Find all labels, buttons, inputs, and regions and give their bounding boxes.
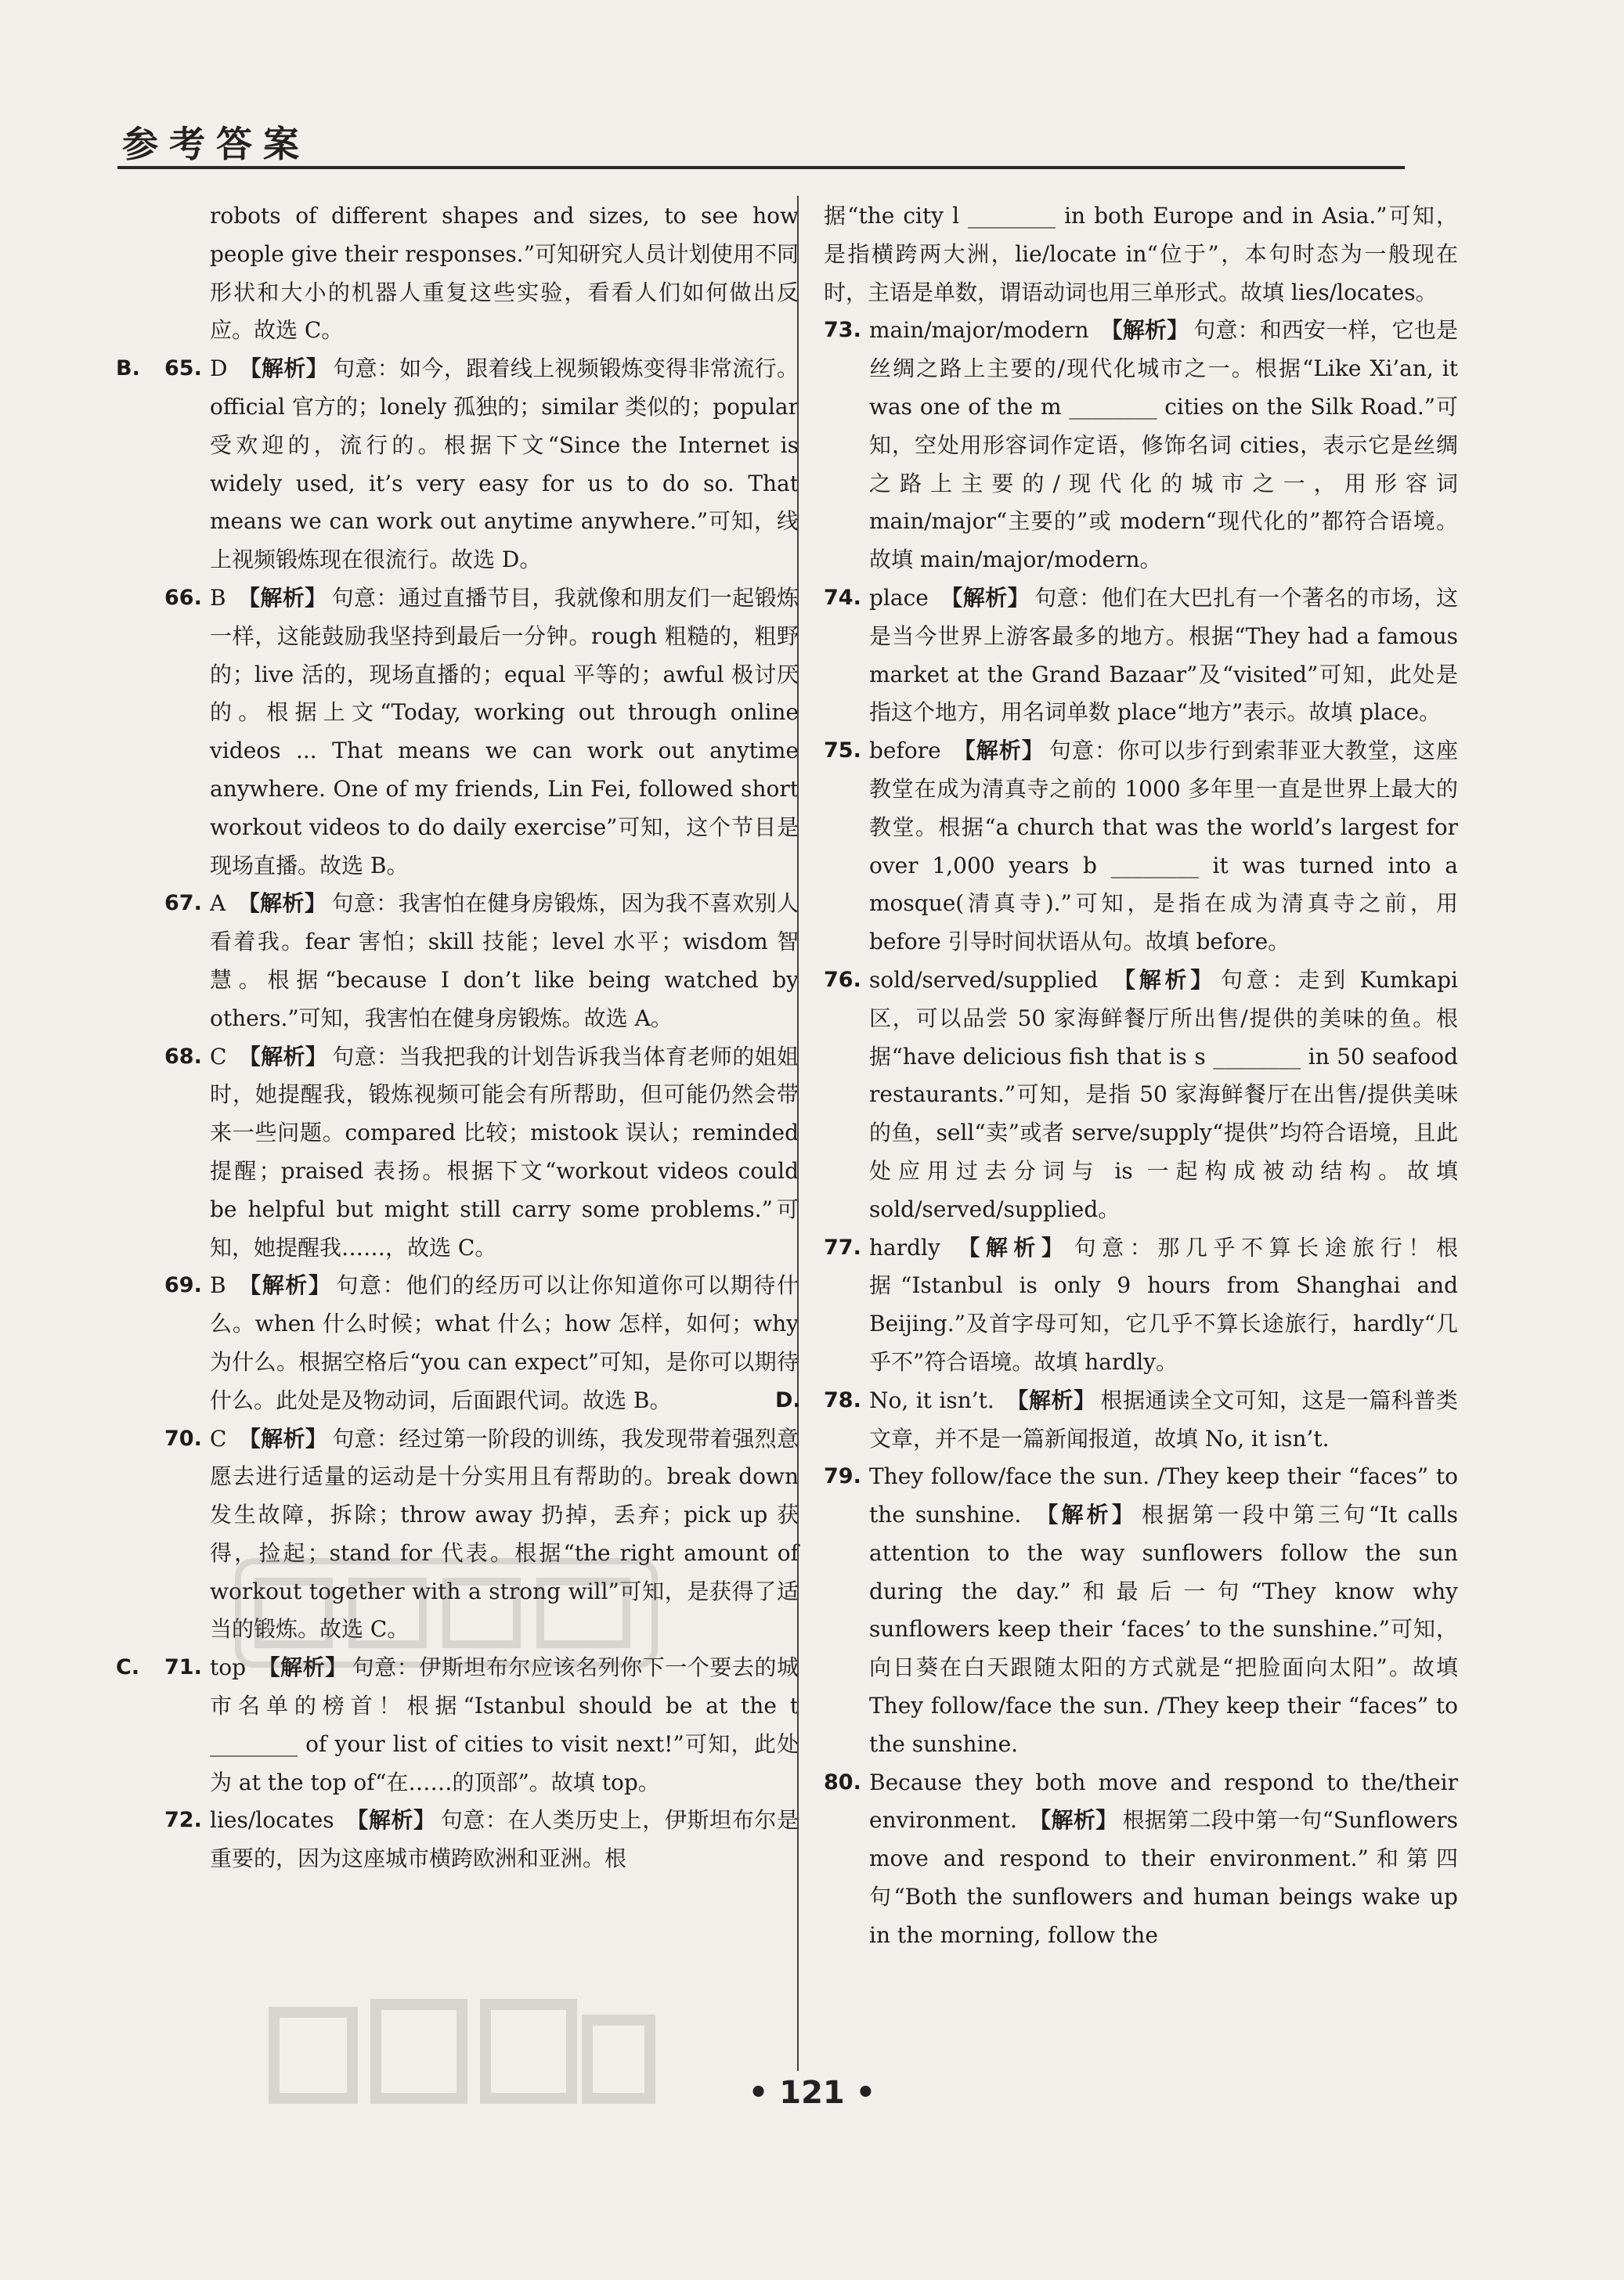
item-number: 75. [824,738,861,763]
item-number: 68. [164,1044,202,1069]
analysis-tag: 【解析】 [1029,1807,1118,1834]
answer-text: lies/locates [210,1807,334,1834]
analysis-tag: 【解析】 [1006,1387,1096,1413]
item-number: 66. [164,585,202,610]
answer-item [164,1038,799,1268]
answer-text: C [210,1425,227,1452]
answer-item [824,1764,1458,1955]
continuation-text: robots of different shapes and sizes, to see how people give their responses.”可知研究人员计划使用不同形状和大小的机器人重复这些实验，看看人们如何做出反应。故选 C。 [210,203,799,344]
answer-text: main/major/modern [869,317,1089,344]
analysis-tag: 【解析】 [238,1043,328,1070]
analysis-text: 根据通读全文可知，这是一篇科普类文章，并不是一篇新闻报道，故填 No, it isn’t. [869,1387,1458,1452]
answer-text: No, it isn’t. [869,1387,994,1413]
answer-item [164,885,799,1037]
analysis-tag: 【解析】 [1036,1502,1138,1528]
analysis-text: 句意：通过直播节目，我就像和朋友们一起锻炼一样，这能鼓励我坚持到最后一分钟。rough 粗糙的，粗野的；live 活的，现场直播的；equal 平等的；awful 极讨厌的。根据上文“Today, working out through online videos ... That means we can work out anytime anywhere. One of my friends, Lin Fei, followed short workout videos to do daily exercise”可知，这个节目是现场直播。故选 B。 [210,584,799,878]
item-number: 67. [164,891,202,916]
item-number: 78. [824,1387,861,1412]
answer-item [824,1458,1458,1763]
analysis-tag: 【解析】 [940,584,1030,611]
item-number: 77. [824,1235,861,1260]
analysis-tag: 【解析】 [238,1425,328,1452]
answer-item [824,1229,1458,1382]
left-column [116,197,799,1878]
item-number: 72. [164,1808,202,1833]
analysis-text: 句意：伊斯坦布尔应该名列你下一个要去的城市名单的榜首！根据“Istanbul should be at the t ________ of your list of cities to visit next!”可知，此处为 at the top of“在……的顶部”。故填 top。 [210,1654,799,1795]
analysis-text: 根据第一段中第三句“It calls attention to the way sunflowers follow the sun during the day.”和最后一句“They know why sunflowers keep their ‘faces’ to the sunshine.”可知，向日葵在白天跟随太阳的方式就是“把脸面向太阳”。故填 They follow/face the sun. /They keep their “faces” to the sunshine. [869,1502,1458,1757]
analysis-tag: 【解析】 [346,1807,436,1834]
analysis-text: 句意：如今，跟着线上视频锻炼变得非常流行。official 官方的；lonely 孤独的；similar 类似的；popular 受欢迎的，流行的。根据下文“Since the Internet is widely used, it’s very easy for us to do so. That means we can work out anytime anywhere.”可知，线上视频锻炼现在很流行。故选 D。 [210,355,799,573]
answer-item [164,579,799,885]
answer-item [824,732,1458,961]
analysis-tag: 【解析】 [239,1272,332,1299]
item-number: 73. [824,318,861,343]
analysis-text: 根据第二段中第一句“Sunflowers move and respond to their environment.”和第四句“Both the sunflowers and human beings wake up in the morning, follow the [869,1807,1458,1948]
analysis-text: 句意：那几乎不算长途旅行！根据“Istanbul is only 9 hours from Shanghai and Beijing.”及首字母可知，它几乎不算长途旅行，hardly“几乎不”符合语境。故填 hardly。 [869,1234,1458,1375]
right-column [775,197,1458,1955]
page-number: • 121 • [748,2075,876,2111]
analysis-text: 句意：走到 Kumkapi 区，可以品尝 50 家海鲜餐厅所出售/提供的美味的鱼。根据“have delicious fish that is s ________ in 50 seafood restaurants.”可知，是指 50 家海鲜餐厅在出售/提供美味的鱼，sell“卖”或者 serve/supply“提供”均符合语境，且此处应用过去分词与 is 一起构成被动结构。故填 sold/served/supplied。 [869,966,1458,1222]
item-number: 79. [824,1464,861,1489]
answer-text: They follow/face the sun. /They keep their “faces” to the sunshine. [869,1463,1458,1528]
answer-text: top [210,1654,247,1681]
analysis-tag: 【解析】 [953,738,1045,764]
answer-item [824,961,1458,1229]
answer-text: D [210,355,228,382]
continuation-text: 据“the city l ________ in both Europe and in Asia.”可知，是指横跨两大洲，lie/locate in“位于”，本句时态为一般现在时，主语是单数，谓语动词也用三单形式。故填 lies/locates。 [824,203,1458,305]
analysis-text: 句意：当我把我的计划告诉我当体育老师的姐姐时，她提醒我，锻炼视频可能会有所帮助，但可能仍然会带来一些问题。compared 比较；mistook 误认；reminded 提醒；praised 表扬。根据下文“workout videos could be helpful but might still carry some problems.”可知，她提醒我……，故选 C。 [210,1043,799,1261]
item-number: 76. [824,967,861,992]
answer-item [116,1649,799,1802]
analysis-text: 句意：他们在大巴扎有一个著名的市场，这是当今世界上游客最多的地方。根据“They had a famous market at the Grand Bazaar”及“visited”可知，此处是指这个地方，用名词单数 place“地方”表示。故填 place。 [869,584,1458,726]
analysis-text: 句意：他们的经历可以让你知道你可以期待什么。when 什么时候；what 什么；how 怎样，如何；why 为什么。根据空格后“you can expect”可知，是你可以期待什么。此处是及物动词，后面跟代词。故选 B。 [210,1272,799,1413]
answer-item [164,1802,799,1878]
answer-text: A [210,890,226,917]
analysis-text: 句意：在人类历史上，伊斯坦布尔是重要的，因为这座城市横跨欧洲和亚洲。根 [210,1807,799,1872]
section-label: C. [116,1655,140,1680]
answer-text: hardly [869,1234,940,1261]
analysis-tag: 【解析】 [1100,317,1189,344]
answer-item [116,350,799,579]
answer-item [164,1267,799,1420]
analysis-text: 句意：你可以步行到索菲亚大教堂，这座教堂在成为清真寺之前的 1000 多年里一直是世界上最大的教堂。根据“a church that was the world’s largest for over 1,000 years b ________ it was turned into a mosque(清真寺).”可知，是指在成为清真寺之前，用 before 引导时间状语从句。故填 before。 [869,738,1458,955]
analysis-tag: 【解析】 [958,1234,1070,1261]
analysis-tag: 【解析】 [1113,966,1217,993]
answer-text: B [210,1272,226,1299]
item-number: 69. [164,1273,202,1298]
answer-item [164,1420,799,1650]
header-title: 参考答案 [122,123,310,165]
page-header [117,110,1405,169]
answer-text: C [210,1043,227,1070]
analysis-text: 句意：我害怕在健身房锻炼，因为我不喜欢别人看着我。fear 害怕；skill 技能；level 水平；wisdom 智慧。根据“because I don’t like being watched by others.”可知，我害怕在健身房锻炼。故选 A。 [210,890,799,1031]
analysis-tag: 【解析】 [237,584,327,611]
analysis-text: 句意：经过第一阶段的训练，我发现带着强烈意愿去进行适量的运动是十分实用且有帮助的。break down 发生故障，拆除；throw away 扔掉，丢弃；pick up 获得，捡起；stand for 代表。根据“the right amount of workout together with a strong will”可知，是获得了适当的锻炼。故选 C。 [210,1425,799,1643]
item-number: 80. [824,1770,861,1795]
analysis-tag: 【解析】 [237,890,327,917]
analysis-tag: 【解析】 [258,1654,348,1681]
analysis-text: 句意：和西安一样，它也是丝绸之路上主要的/现代化城市之一。根据“Like Xi’an, it was one of the m ________ cities on the Silk Road.”可知，空处用形容词作定语，修饰名词 cities，表示它是丝绸之路上主要的/现代化的城市之一，用形容词 main/major“主要的”或 modern“现代化的”都符合语境。故填 main/major/modern。 [869,317,1458,573]
answer-text: B [210,584,226,611]
answer-text: sold/served/supplied [869,966,1099,993]
answer-text: before [869,738,941,764]
item-number: 71. [164,1655,202,1680]
column-divider [797,196,799,2071]
section-label: B. [116,356,140,381]
item-number: 65. [164,356,202,381]
answer-item [824,312,1458,579]
analysis-tag: 【解析】 [239,355,329,382]
section-label: D. [775,1387,801,1412]
answer-text: place [869,584,929,611]
answer-text: Because they both move and respond to the/their environment. [869,1769,1458,1834]
answer-item [824,579,1458,732]
answer-item [775,1382,1458,1459]
item-number: 74. [824,585,861,610]
item-number: 70. [164,1426,202,1451]
